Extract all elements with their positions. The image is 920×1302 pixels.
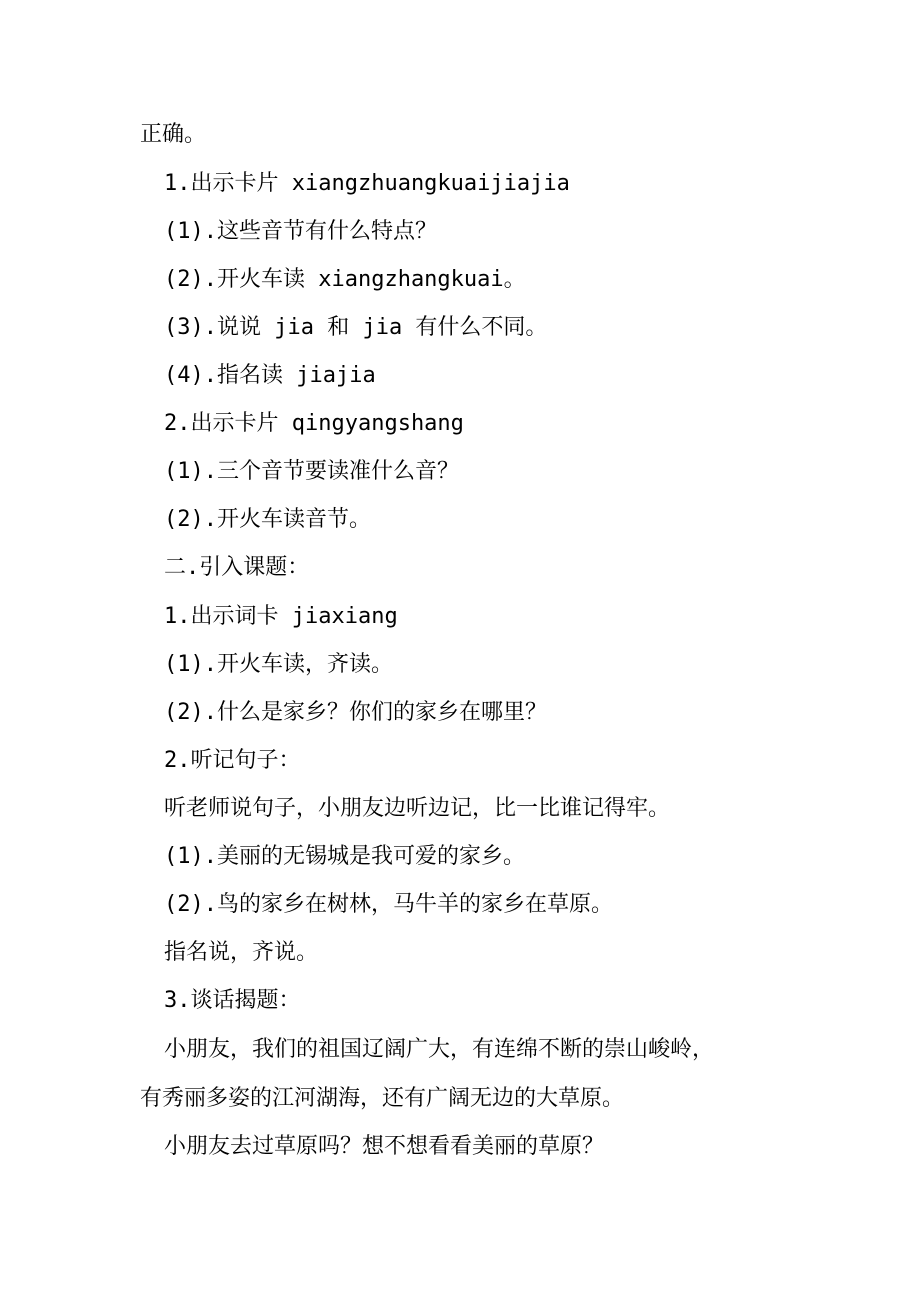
text-line: 有秀丽多姿的江河湖海，还有广阔无边的大草原。 — [140, 1086, 625, 1111]
text-line: 2.听记句子： — [164, 748, 301, 773]
text-line: 正确。 — [140, 122, 207, 147]
text-line: (2).鸟的家乡在树林，马牛羊的家乡在草原。 — [164, 892, 613, 917]
text-line: (3).说说 jia 和 jia 有什么不同。 — [164, 315, 548, 340]
section-heading: 二.引入课题： — [164, 555, 310, 580]
text-line: 2.出示卡片 qingyangshang — [164, 411, 464, 436]
text-line: (4).指名读 jiajia — [164, 363, 376, 388]
text-line: (1).美丽的无锡城是我可爱的家乡。 — [164, 844, 525, 869]
text-line: (2).开火车读音节。 — [164, 507, 371, 532]
text-line: 指名说，齐说。 — [164, 940, 319, 965]
text-line: (1).开火车读，齐读。 — [164, 652, 393, 677]
text-line: 小朋友去过草原吗？想不想看看美丽的草原？ — [164, 1134, 605, 1159]
text-line: 听老师说句子，小朋友边听边记，比一比谁记得牢。 — [164, 796, 671, 821]
text-line: (1).三个音节要读准什么音？ — [164, 459, 459, 484]
text-line: (2).开火车读 xiangzhangkuai。 — [164, 267, 526, 292]
text-line: 1.出示卡片 xiangzhuangkuaijiajia — [164, 171, 570, 196]
text-line: 3.谈话揭题： — [164, 988, 301, 1013]
text-line: (1).这些音节有什么特点？ — [164, 219, 437, 244]
text-line: 小朋友，我们的祖国辽阔广大，有连绵不断的崇山峻岭， — [164, 1037, 715, 1062]
text-line: (2).什么是家乡？你们的家乡在哪里？ — [164, 700, 547, 725]
text-line: 1.出示词卡 jiaxiang — [164, 604, 398, 629]
